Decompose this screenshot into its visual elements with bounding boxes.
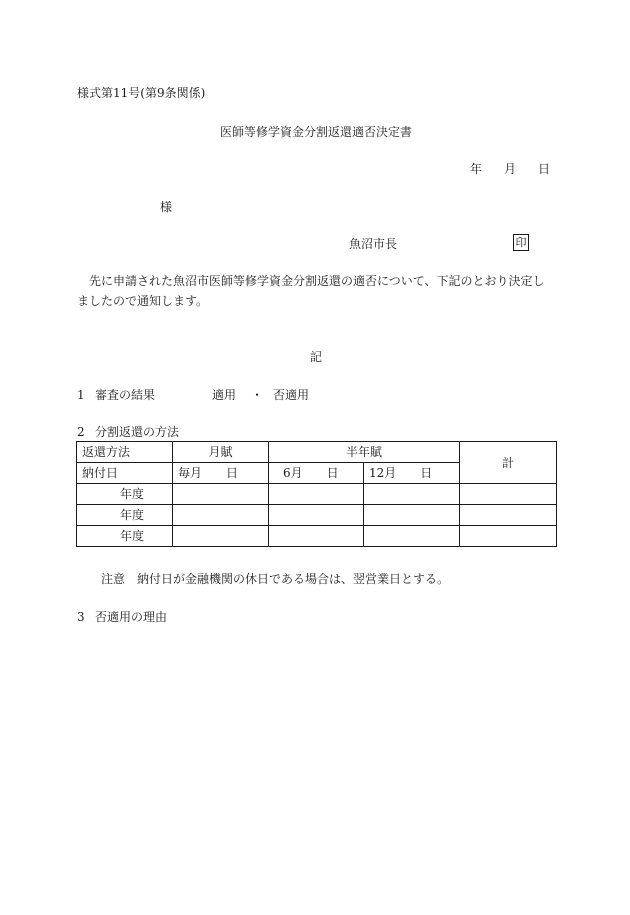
section-review-result bbox=[77, 388, 310, 402]
table-cell bbox=[173, 526, 269, 547]
table-header-row bbox=[77, 442, 557, 463]
total-header: 計 bbox=[460, 442, 557, 484]
june-due: 6月 日 bbox=[269, 463, 364, 484]
table-cell bbox=[460, 505, 557, 526]
option-reject: 否適用 bbox=[273, 388, 310, 402]
table-cell bbox=[173, 505, 269, 526]
december-due: 12月 日 bbox=[364, 463, 460, 484]
body-text: 先に申請された魚沼市医師等修学資金分割返還の適否について、下記のとおり決定しましたので通知します。 bbox=[77, 274, 545, 308]
table-cell bbox=[269, 484, 364, 505]
table-cell bbox=[173, 484, 269, 505]
issuer: 魚沼市長 bbox=[349, 237, 398, 251]
table-cell bbox=[460, 526, 557, 547]
seal-box: 印 bbox=[513, 234, 529, 251]
section1-heading: 審査の結果 bbox=[95, 388, 156, 402]
monthly-header: 月賦 bbox=[173, 442, 269, 463]
table-cell bbox=[364, 505, 460, 526]
form-number: 様式第11号(第9条関係) bbox=[77, 86, 206, 100]
option-separator: ・ bbox=[251, 388, 264, 402]
semiannual-header: 半年賦 bbox=[269, 442, 460, 463]
table-cell bbox=[269, 526, 364, 547]
fiscal-year-cell: 年度 bbox=[77, 484, 173, 505]
table-row bbox=[77, 484, 557, 505]
table-cell bbox=[364, 526, 460, 547]
section1-number: 1 bbox=[77, 388, 85, 402]
section3-heading: 否適用の理由 bbox=[95, 610, 168, 624]
date-line bbox=[470, 162, 550, 176]
table-cell bbox=[269, 505, 364, 526]
table-cell bbox=[364, 484, 460, 505]
section3-number: 3 bbox=[77, 610, 85, 624]
table-row bbox=[77, 526, 557, 547]
monthly-due: 毎月 日 bbox=[173, 463, 269, 484]
section2-heading: 分割返還の方法 bbox=[95, 425, 180, 439]
ki-heading: 記 bbox=[310, 350, 323, 364]
option-approve: 適用 bbox=[212, 388, 237, 402]
section-repayment-method bbox=[77, 425, 179, 439]
date-day: 日 bbox=[538, 162, 551, 176]
method-label: 返還方法 bbox=[77, 442, 173, 463]
table-row bbox=[77, 505, 557, 526]
date-month: 月 bbox=[504, 162, 517, 176]
document-title: 医師等修学資金分割返還適否決定書 bbox=[220, 125, 413, 139]
fiscal-year-cell: 年度 bbox=[77, 505, 173, 526]
note bbox=[101, 572, 449, 586]
section2-number: 2 bbox=[77, 425, 85, 439]
table-cell bbox=[460, 484, 557, 505]
date-year: 年 bbox=[470, 162, 483, 176]
note-label: 注意 bbox=[101, 572, 126, 586]
addressee-suffix: 様 bbox=[160, 200, 173, 214]
fiscal-year-cell: 年度 bbox=[77, 526, 173, 547]
due-date-label: 納付日 bbox=[77, 463, 173, 484]
note-text: 納付日が金融機関の休日である場合は、翌営業日とする。 bbox=[137, 572, 450, 586]
repayment-table bbox=[76, 441, 557, 547]
section-rejection-reason bbox=[77, 610, 167, 624]
